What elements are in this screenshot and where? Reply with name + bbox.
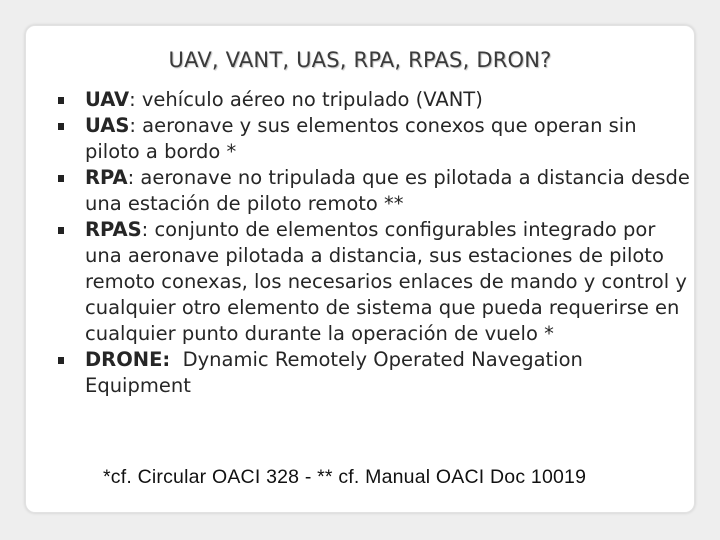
term-label: UAV <box>85 88 130 111</box>
definition-text: vehículo aéreo no tripulado (VANT) <box>141 88 483 111</box>
square-bullet-icon <box>58 97 64 104</box>
definition-text: aeronave no tripulada que es pilotada a distancia desde una estación de piloto remoto ** <box>85 166 690 215</box>
term-label: RPAS <box>85 218 142 241</box>
square-bullet-icon <box>58 357 64 364</box>
definition-text: Dynamic Remotely Operated Navegation Equipment <box>85 348 583 397</box>
list-item-drone <box>0 347 690 399</box>
definition-text: conjunto de elementos configurables integrado por una aeronave pilotada a distancia, sus estaciones de piloto remoto conexas, los necesarios enlaces de mando y control y cualquier otro elemento de sistema que pueda requerirse en cualquier punto durante la operación de vuelo * <box>85 218 687 345</box>
term-label: RPA <box>85 166 128 189</box>
term-separator: : <box>129 88 142 111</box>
footnote-citation: *cf. Circular OACI 328 - ** cf. Manual OACI Doc 10019 <box>103 466 587 488</box>
square-bullet-icon <box>58 227 64 234</box>
list-item-uav <box>0 87 690 113</box>
term-separator: : <box>141 218 155 241</box>
term-separator: : <box>127 166 141 189</box>
definition-list <box>0 87 690 399</box>
term-label: DRONE: <box>85 348 171 371</box>
square-bullet-icon <box>58 123 64 130</box>
list-item-rpas <box>0 217 690 347</box>
list-item-rpa <box>0 165 690 217</box>
term-label: UAS <box>85 114 130 137</box>
slide-title: UAV, VANT, UAS, RPA, RPAS, DRON? <box>168 48 552 72</box>
list-item-uas <box>0 113 690 165</box>
term-separator <box>170 348 182 371</box>
definition-text: aeronave y sus elementos conexos que operan sin piloto a bordo * <box>85 114 637 163</box>
square-bullet-icon <box>58 175 64 182</box>
term-separator: : <box>129 114 143 137</box>
